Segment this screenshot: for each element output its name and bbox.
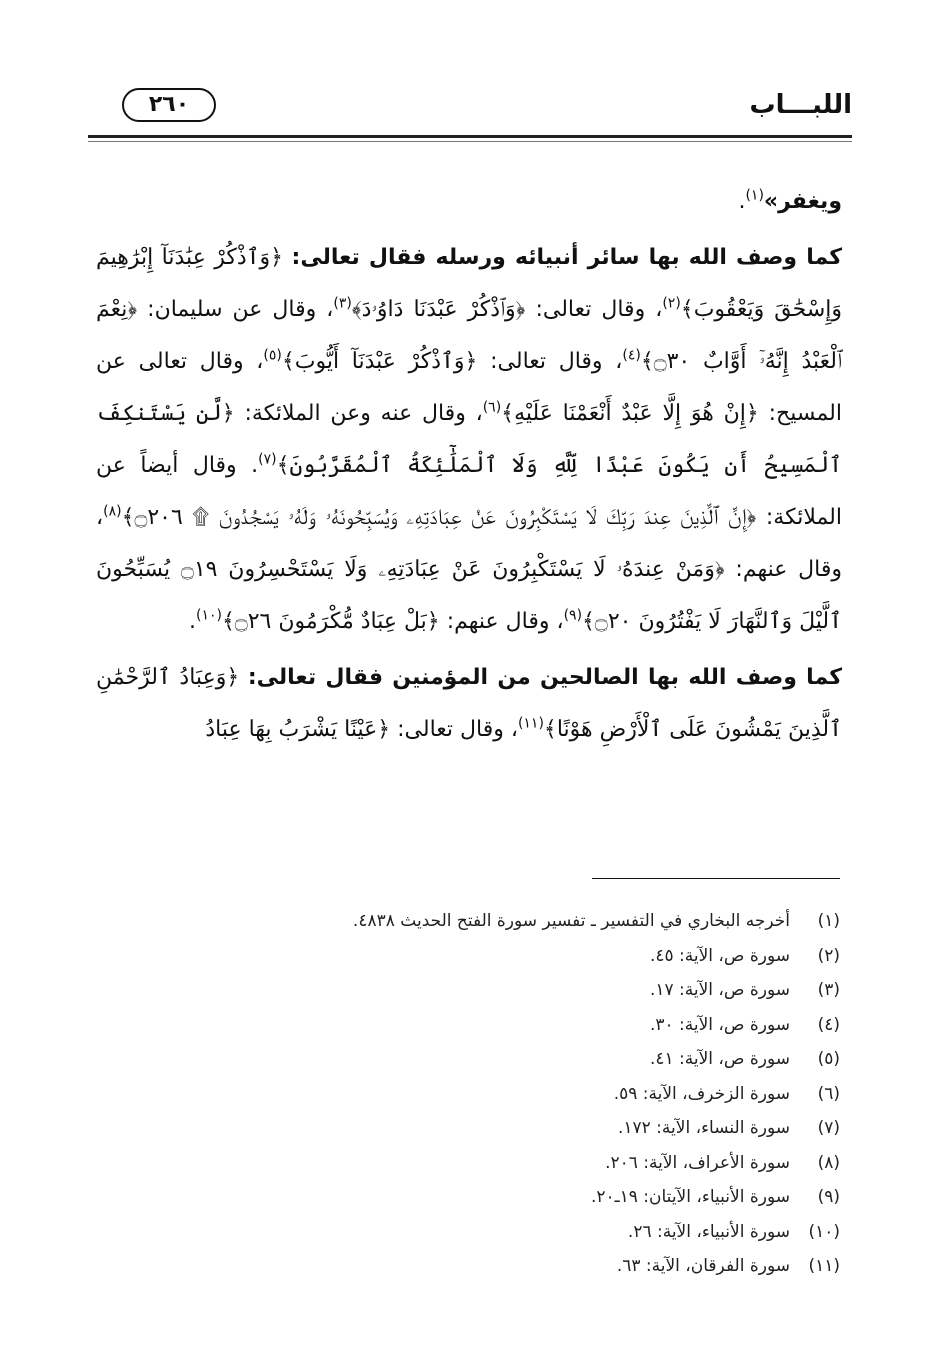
footnote-text: سورة الأنبياء، الآيتان: ١٩ـ٢٠. [590,1187,790,1208]
footnote-item [80,1077,840,1112]
footnote-item [80,1008,840,1043]
footnote-text: سورة ص، الآية: ٤١. [649,1049,790,1070]
footnote-text: سورة ص، الآية: ١٧. [649,980,790,1001]
footnote-ref: (١٠) [195,607,222,624]
footnote-number: (٧) [817,1118,840,1139]
footnote-item [80,973,840,1008]
footnote-number: (٨) [817,1152,840,1173]
footnote-item [80,1180,840,1215]
footnote-ref: (٩) [563,607,583,624]
text-run: كما وصف الله بها الصالحين من المؤمنين فقال تعالى: [247,665,842,690]
text-run: ، وقال تعالى: [397,717,518,742]
quran-verse: ﴿إِنْ هُوَ إِلَّا عَبْدٌ أَنْعَمْنَا عَلَيْهِ﴾ [501,401,759,426]
footnote-ref: (٦) [482,399,502,416]
quran-verse: ﴿عَيْنًا يَشْرَبُ بِهَا عِبَادُ [205,717,391,742]
footnote-ref: (١) [745,187,764,204]
footnote-text: سورة ص، الآية: ٣٠. [649,1014,790,1035]
footnote-item [80,1215,840,1250]
text-run: . وقال أيضاً عن الملائكة: [96,453,842,530]
footnote-number: (٤) [817,1014,840,1035]
quran-verse: ﴿لَّن يَسْتَنكِفَ ٱلْمَسِيحُ أَن يَكُونَ عَبْدًا لِّلَّهِ وَلَا ٱلْمَلَٰٓئِكَةُ ٱلْمُقَرَّبُونَ﴾ [96,401,842,478]
footnote-text: سورة الأعراف، الآية: ٢٠٦. [605,1152,790,1173]
footnotes [80,904,840,1284]
footnote-ref: (١١) [517,715,544,732]
page-header [88,86,852,132]
quran-verse: ﴿نِعْمَ ٱلْعَبْدُ إِنَّهُۥٓ أَوَّابٌ ۝٣٠﴾ [96,297,842,374]
text-run: ، وقال عن سليمان: [147,297,334,322]
footnote-number: (١٠) [808,1221,840,1242]
text-run: ، وقال تعالى عن المسيح: [96,349,842,426]
footnote-number: (٦) [817,1083,840,1104]
footnote-item [80,1249,840,1284]
footnote-divider [592,878,840,879]
text-run: ، وقال عنهم: [96,505,843,582]
footnote-item [80,1042,840,1077]
running-title: اللبـــاب [749,90,852,120]
footnote-number: (١١) [808,1256,840,1277]
footnote-text: أخرجه البخاري في التفسير ـ تفسير سورة الفتح الحديث ٤٨٣٨. [352,911,790,932]
paragraph-1 [96,176,842,228]
footnote-number: (٥) [817,1049,840,1070]
footnote-text: سورة النساء، الآية: ١٧٢. [617,1118,790,1139]
text-run: . [188,609,196,634]
footnote-ref: (٢) [662,295,681,312]
text-run: . [738,189,746,214]
footnote-item [80,904,840,939]
paragraph-3 [96,652,842,756]
text-run: كما وصف الله بها سائر أنبيائه ورسله فقال تعالى: [291,245,842,270]
footnote-ref: (٣) [333,295,352,312]
footnote-item [80,1111,840,1146]
text-run: ، وقال تعالى: [490,349,623,374]
footnote-number: (١) [817,911,840,932]
text-run: ، وقال تعالى: [535,297,663,322]
footnote-ref: (٨) [103,503,122,520]
footnote-number: (٣) [817,980,840,1001]
text-run: ، وقال عنه وعن الملائكة: [244,401,483,426]
footnote-ref: (٤) [622,347,641,364]
quran-verse: ﴿وَٱذْكُرْ عَبْدَنَا دَاوُۥدَ﴾ [351,297,526,322]
header-rule-thin [88,141,852,142]
footnote-text: سورة الأنبياء، الآية: ٢٦. [627,1221,790,1242]
footnote-text: سورة ص، الآية: ٤٥. [649,945,790,966]
header-rule [88,135,852,138]
main-text [96,176,842,760]
quran-verse: ﴿إِنَّ ٱلَّذِينَ عِندَ رَبِّكَ لَا يَسْتَكْبِرُونَ عَنْ عِبَادَتِهِۦ وَيُسَبِّحُونَهُۥ وَلَهُۥ يَسْجُدُونَ ۩ ۝٢٠٦﴾ [121,505,757,530]
quran-verse: ﴿وَٱذْكُرْ عَبْدَنَآ أَيُّوبَ﴾ [281,349,478,374]
footnote-item [80,939,840,974]
footnote-number: (٩) [817,1187,840,1208]
text-run: ، وقال عنهم: [446,609,564,634]
page-number: ٢٦٠ [122,88,216,122]
footnote-ref: (٧) [258,451,277,468]
paragraph-2 [96,232,842,648]
quran-verse: ﴿وَمَنْ عِندَهُۥ لَا يَسْتَكْبِرُونَ عَنْ عِبَادَتِهِۦ وَلَا يَسْتَحْسِرُونَ ۝١٩ يُسَبِّحُونَ ٱلَّيْلَ وَٱلنَّهَارَ لَا يَفْتُرُونَ ۝٢٠﴾ [96,557,842,634]
footnote-text: سورة الزخرف، الآية: ٥٩. [613,1083,790,1104]
text-run: ويغفر» [763,189,842,214]
footnote-text: سورة الفرقان، الآية: ٦٣. [616,1256,790,1277]
footnote-number: (٢) [817,945,840,966]
quran-verse: ﴿وَعِبَادُ ٱلرَّحْمَٰنِ ٱلَّذِينَ يَمْشُونَ عَلَى ٱلْأَرْضِ هَوْنًا﴾ [96,665,842,742]
quran-verse: ﴿بَلْ عِبَادٌ مُّكْرَمُونَ ۝٢٦﴾ [221,609,440,634]
quran-verse: ﴿وَٱذْكُرْ عِبَٰدَنَآ إِبْرَٰهِيمَ وَإِسْحَٰقَ وَيَعْقُوبَ﴾ [96,245,842,322]
footnote-item [80,1146,840,1181]
footnote-ref: (٥) [263,347,282,364]
